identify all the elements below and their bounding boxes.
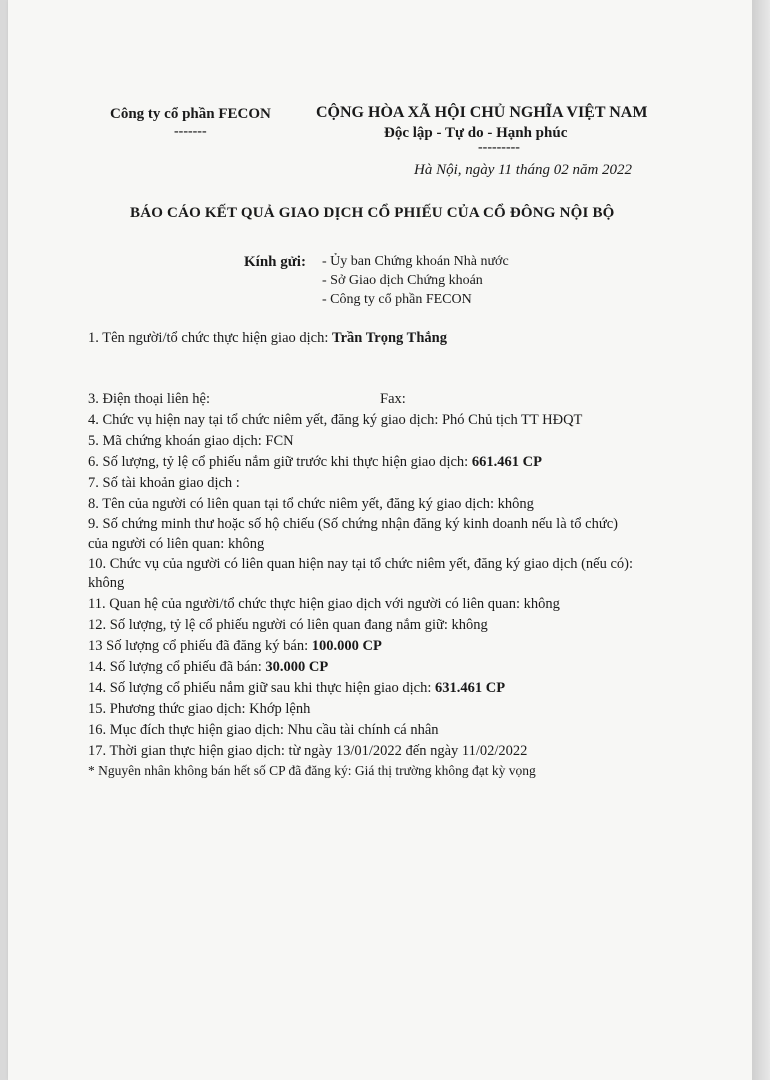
item-position: 4. Chức vụ hiện nay tại tổ chức niêm yết, đăng ký giao dịch: Phó Chủ tịch TT HĐQT	[88, 412, 583, 428]
item-trader-name: 1. Tên người/tổ chức thực hiện giao dịch: Trần Trọng Thắng	[88, 330, 447, 346]
item-method: 15. Phương thức giao dịch: Khớp lệnh	[88, 701, 311, 717]
nation-name: CỘNG HÒA XÃ HỘI CHỦ NGHĨA VIỆT NAM	[316, 104, 648, 121]
item-registered-sell: 13 Số lượng cổ phiếu đã đăng ký bán: 100.000 CP	[88, 638, 382, 654]
item-account: 7. Số tài khoản giao dịch :	[88, 475, 240, 491]
item-sold: 14. Số lượng cổ phiếu đã bán: 30.000 CP	[88, 659, 329, 675]
item-period: 17. Thời gian thực hiện giao dịch: từ ngày 13/01/2022 đến ngày 11/02/2022	[88, 743, 528, 759]
company-name: Công ty cổ phần FECON	[110, 106, 271, 122]
motto-divider: ---------	[478, 140, 520, 155]
document-page	[8, 0, 752, 1080]
item-related-holding: 12. Số lượng, tỷ lệ cổ phiếu người có liên quan đang nắm giữ: không	[88, 617, 488, 633]
item-related-position: 10. Chức vụ của người có liên quan hiện nay tại tổ chức niêm yết, đăng ký giao dịch (nếu có):	[88, 556, 634, 572]
recipient-item: - Sở Giao dịch Chứng khoán	[322, 273, 483, 288]
recipients-list	[322, 252, 509, 309]
item-related-person: 8. Tên của người có liên quan tại tổ chức niêm yết, đăng ký giao dịch: không	[88, 496, 534, 512]
document-date: Hà Nội, ngày 11 tháng 02 năm 2022	[414, 162, 633, 178]
recipient-item: - Ủy ban Chứng khoán Nhà nước	[322, 254, 509, 269]
item-holding-after: 14. Số lượng cổ phiếu nắm giữ sau khi thực hiện giao dịch: 631.461 CP	[88, 680, 506, 696]
document-title: BÁO CÁO KẾT QUẢ GIAO DỊCH CỔ PHIẾU CỦA CỔ ĐÔNG NỘI BỘ	[130, 205, 615, 221]
recipient-item: - Công ty cổ phần FECON	[322, 292, 472, 307]
item-id-number-cont: của người có liên quan: không	[88, 536, 265, 552]
item-relationship: 11. Quan hệ của người/tổ chức thực hiện giao dịch với người có liên quan: không	[88, 596, 560, 612]
page-edge	[752, 0, 770, 1080]
item-purpose: 16. Mục đích thực hiện giao dịch: Nhu cầu tài chính cá nhân	[88, 722, 439, 738]
item-holding-before: 6. Số lượng, tỷ lệ cổ phiếu nắm giữ trước khi thực hiện giao dịch: 661.461 CP	[88, 454, 542, 470]
item-id-number: 9. Số chứng minh thư hoặc số hộ chiếu (Số chứng nhận đăng ký kinh doanh nếu là tổ chức)	[88, 516, 618, 532]
national-motto: Độc lập - Tự do - Hạnh phúc	[384, 125, 568, 141]
company-divider: -------	[174, 124, 207, 139]
item-note: * Nguyên nhân không bán hết số CP đã đăng ký: Giá thị trường không đạt kỳ vọng	[88, 763, 536, 778]
item-phone: 3. Điện thoại liên hệ: Fax:	[88, 391, 406, 407]
item-related-position-cont: không	[88, 575, 125, 591]
recipients-label: Kính gửi:	[244, 254, 306, 270]
item-stock-code: 5. Mã chứng khoán giao dịch: FCN	[88, 433, 294, 449]
